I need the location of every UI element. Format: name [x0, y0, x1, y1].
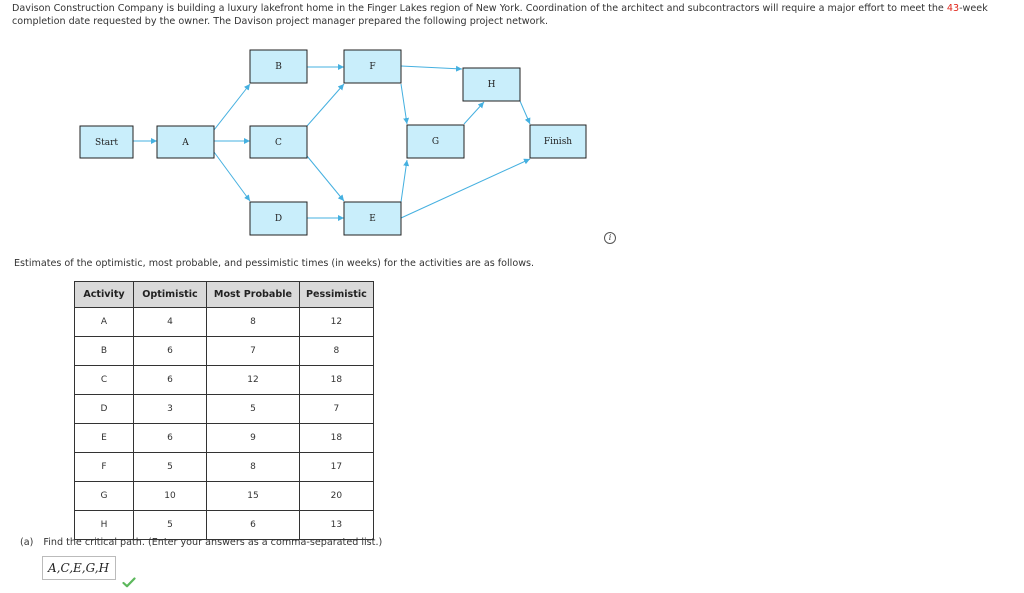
- edge-f-h: [401, 66, 462, 69]
- cell-activity: B: [75, 337, 134, 366]
- weeks-highlight: 43: [946, 3, 960, 14]
- cell-most-probable: 5: [207, 395, 300, 424]
- cell-most-probable: 6: [207, 511, 300, 540]
- cell-most-probable: 7: [207, 337, 300, 366]
- project-network-diagram: [0, 0, 1024, 250]
- table-row: [75, 308, 374, 337]
- edge-e-g: [401, 160, 407, 202]
- critical-path-answer-field[interactable]: A,C,E,G,H: [42, 556, 116, 580]
- node-finish: [530, 125, 586, 158]
- info-icon[interactable]: i: [604, 232, 616, 244]
- cell-pessimistic: 8: [300, 337, 374, 366]
- question-label: (a): [20, 537, 34, 548]
- node-c-label: C: [275, 138, 282, 148]
- edge-g-h: [464, 102, 484, 124]
- cell-most-probable: 12: [207, 366, 300, 395]
- node-c: [250, 126, 307, 158]
- node-start: [80, 126, 133, 158]
- node-f-label: F: [369, 62, 376, 72]
- edge-c-f: [307, 84, 344, 126]
- intro-text-after: -week completion date requested by the owner. The Davison project manager prepared the following project network.: [12, 3, 988, 27]
- cell-pessimistic: 18: [300, 424, 374, 453]
- question-text: Find the critical path. (Enter your answers as a comma-separated list.): [43, 537, 383, 548]
- cell-most-probable: 15: [207, 482, 300, 511]
- node-e-label: E: [369, 214, 376, 224]
- edge-e-finish: [401, 159, 530, 218]
- node-g: [407, 125, 464, 158]
- node-h: [463, 68, 520, 101]
- node-a: [157, 126, 214, 158]
- cell-pessimistic: 7: [300, 395, 374, 424]
- cell-optimistic: 6: [134, 424, 207, 453]
- cell-pessimistic: 17: [300, 453, 374, 482]
- table-header-row: [75, 282, 374, 308]
- table-row: [75, 482, 374, 511]
- node-d-label: D: [274, 214, 283, 224]
- table-row: [75, 511, 374, 540]
- header-optimistic: Optimistic: [134, 282, 207, 308]
- cell-optimistic: 10: [134, 482, 207, 511]
- estimates-text: Estimates of the optimistic, most probable, and pessimistic times (in weeks) for the activities are as follows.: [14, 258, 535, 269]
- intro-text-before: Davison Construction Company is building a luxury lakefront home in the Finger Lakes region of New York. Coordination of the architect and subcontractors will require a major effort to meet the: [12, 3, 947, 14]
- node-b: [250, 50, 307, 83]
- activity-times-table: [74, 281, 374, 540]
- table-row: [75, 337, 374, 366]
- question-a: [20, 537, 382, 548]
- cell-optimistic: 6: [134, 337, 207, 366]
- cell-optimistic: 3: [134, 395, 207, 424]
- node-b-label: B: [275, 62, 282, 72]
- cell-activity: F: [75, 453, 134, 482]
- cell-activity: E: [75, 424, 134, 453]
- cell-optimistic: 4: [134, 308, 207, 337]
- node-h-label: H: [487, 80, 496, 90]
- node-start-label: Start: [94, 138, 119, 148]
- edge-a-d: [214, 152, 250, 201]
- cell-most-probable: 8: [207, 308, 300, 337]
- edge-h-finish: [520, 101, 530, 124]
- node-e: [344, 202, 401, 235]
- cell-activity: G: [75, 482, 134, 511]
- table-row: [75, 453, 374, 482]
- cell-optimistic: 6: [134, 366, 207, 395]
- table-row: [75, 424, 374, 453]
- table-row: [75, 395, 374, 424]
- cell-activity: C: [75, 366, 134, 395]
- cell-pessimistic: 12: [300, 308, 374, 337]
- cell-most-probable: 8: [207, 453, 300, 482]
- table-row: [75, 366, 374, 395]
- cell-optimistic: 5: [134, 453, 207, 482]
- node-a-label: A: [182, 138, 189, 148]
- cell-pessimistic: 20: [300, 482, 374, 511]
- cell-activity: H: [75, 511, 134, 540]
- header-pessimistic: Pessimistic: [300, 282, 374, 308]
- node-d: [250, 202, 307, 235]
- cell-activity: D: [75, 395, 134, 424]
- cell-optimistic: 5: [134, 511, 207, 540]
- cell-pessimistic: 18: [300, 366, 374, 395]
- edge-f-g: [401, 84, 407, 124]
- node-g-label: G: [431, 137, 440, 147]
- correct-check-icon: [122, 577, 136, 588]
- cell-most-probable: 9: [207, 424, 300, 453]
- node-finish-label: Finish: [543, 137, 573, 147]
- node-f: [344, 50, 401, 83]
- cell-pessimistic: 13: [300, 511, 374, 540]
- edge-c-e: [307, 156, 344, 201]
- edge-a-b: [214, 84, 250, 130]
- cell-activity: A: [75, 308, 134, 337]
- header-most-probable: Most Probable: [207, 282, 300, 308]
- header-activity: Activity: [75, 282, 134, 308]
